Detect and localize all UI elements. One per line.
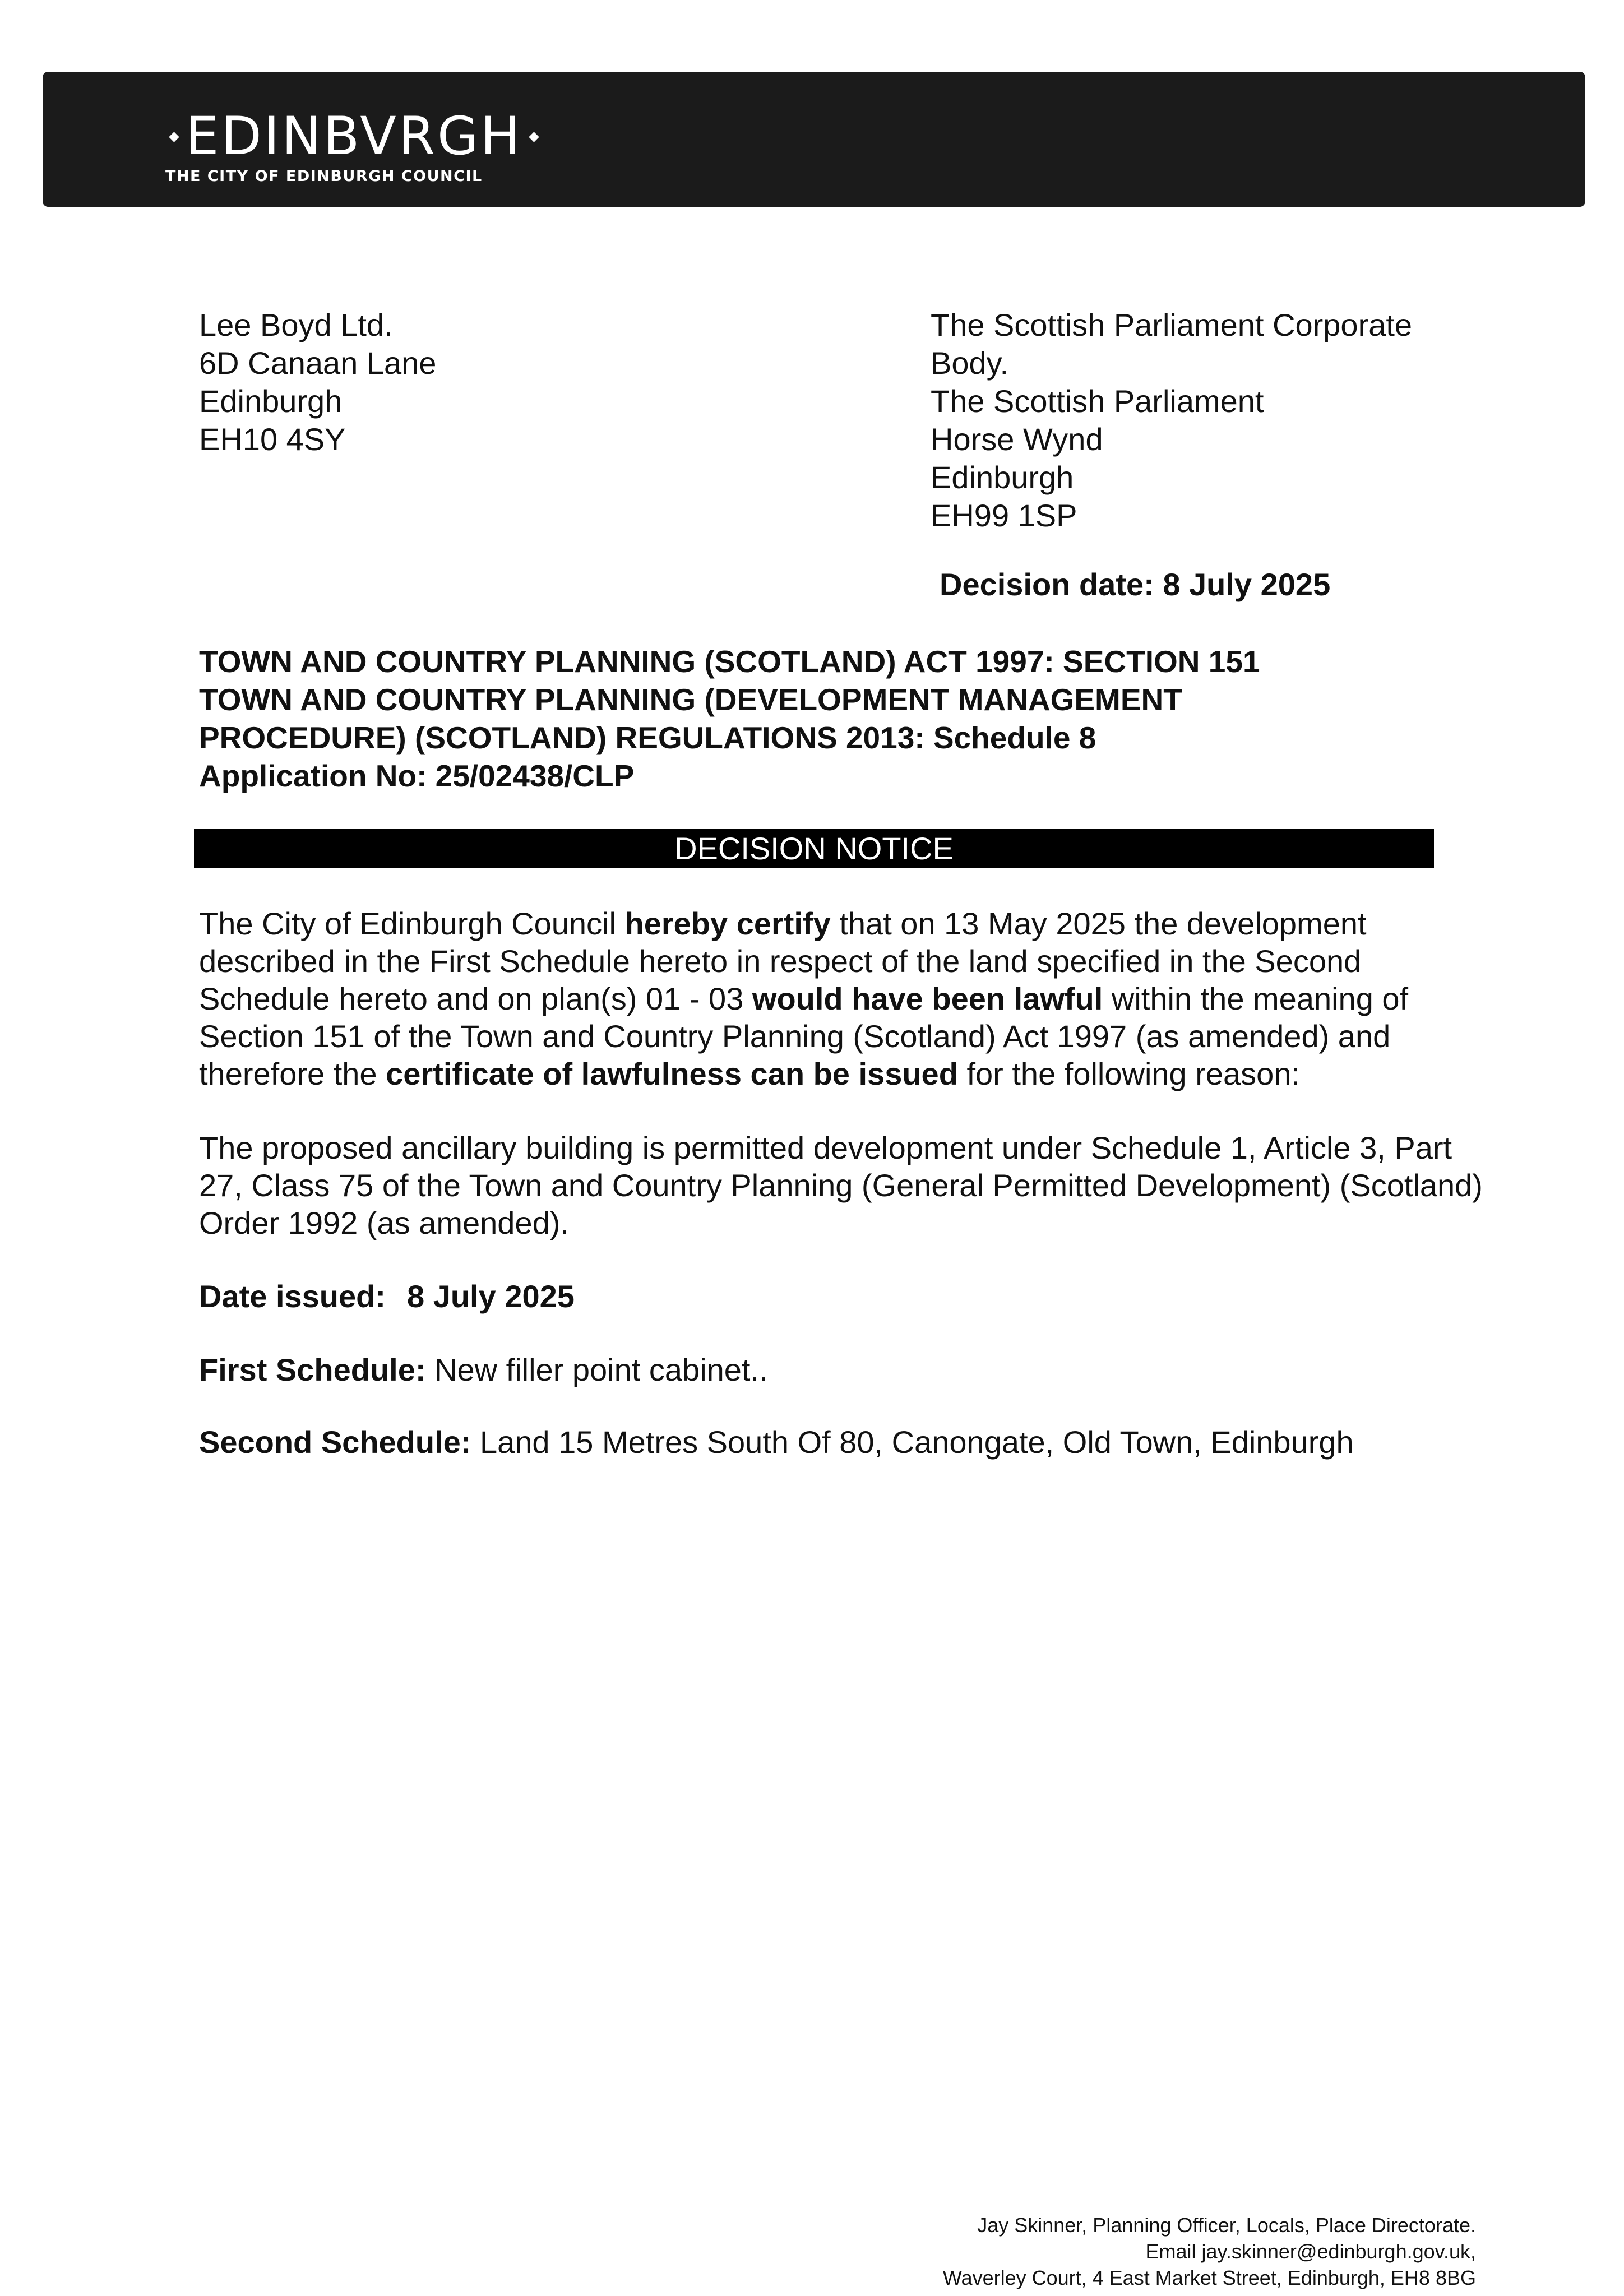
- address-line: Lee Boyd Ltd.: [199, 307, 393, 342]
- address-line: EH10 4SY: [199, 422, 346, 457]
- address-line: 6D Canaan Lane: [199, 345, 437, 381]
- logo-diamond-left-icon: [169, 132, 179, 142]
- date-issued-value: 8 July 2025: [407, 1279, 575, 1314]
- logo-subtitle: THE CITY OF EDINBURGH COUNCIL: [165, 168, 483, 185]
- logo-word: EDINBVRGH: [186, 106, 522, 167]
- address-line: Edinburgh: [931, 460, 1074, 495]
- decision-date: Decision date: 8 July 2025: [940, 567, 1331, 602]
- first-schedule: [199, 1351, 1488, 1388]
- reason-paragraph: The proposed ancillary building is permitted development under Schedule 1, Article 3, Part 27, Class 75 of the Town and Country Planning (General Permitted Development) (Scotland) Order 1992 (as amended).: [199, 1130, 1483, 1240]
- certificate-paragraph: [199, 905, 1488, 1093]
- certificate-text: within the meaning of Section 151 of the Town and Country Planning (Scotland) Act 1997 (as amended) and therefore the: [199, 981, 1409, 1091]
- footer-email: Email jay.skinner@edinburgh.gov.uk,: [1145, 2240, 1476, 2263]
- address-line: EH99 1SP: [931, 498, 1077, 533]
- first-schedule-value: New filler point cabinet..: [425, 1352, 768, 1387]
- certificate-text: for the following reason:: [957, 1056, 1301, 1091]
- date-issued: [199, 1277, 1488, 1315]
- address-line: Edinburgh: [199, 383, 343, 419]
- certificate-text: The City of Edinburgh Council: [199, 906, 625, 941]
- officer-contact-footer: [943, 2212, 1476, 2291]
- certificate-bold-text: certificate of lawfulness can be issued: [386, 1056, 958, 1091]
- address-line: The Scottish Parliament Corporate: [931, 307, 1413, 342]
- logo-diamond-right-icon: [529, 132, 539, 142]
- certificate-bold-text: hereby certify: [624, 906, 831, 941]
- footer-line: Jay Skinner, Planning Officer, Locals, Place Directorate.: [977, 2214, 1476, 2237]
- heading-line: TOWN AND COUNTRY PLANNING (SCOTLAND) ACT 1997: SECTION 151: [199, 644, 1260, 679]
- legislation-heading: [199, 642, 1488, 795]
- second-schedule-value: Land 15 Metres South Of 80, Canongate, Old Town, Edinburgh: [471, 1424, 1354, 1460]
- decision-notice-banner: DECISION NOTICE: [194, 829, 1434, 868]
- address-line: Horse Wynd: [931, 422, 1103, 457]
- council-logo: [163, 106, 545, 185]
- second-schedule-label: Second Schedule:: [199, 1424, 471, 1460]
- certificate-text: that on 13 May 2025 the development described in the First Schedule hereto in respect of the land specified in the Second Schedule hereto and on plan(s) 01 - 03: [199, 906, 1367, 1016]
- application-number: Application No: 25/02438/CLP: [199, 758, 635, 793]
- certificate-bold-text: would have been lawful: [752, 981, 1103, 1016]
- second-schedule: [199, 1423, 1488, 1461]
- footer-line: Waverley Court, 4 East Market Street, Edinburgh, EH8 8BG: [942, 2266, 1476, 2289]
- logo-wordmark: [163, 106, 545, 167]
- date-issued-label: Date issued:: [199, 1279, 386, 1314]
- address-line: Body.: [931, 345, 1009, 381]
- first-schedule-label: First Schedule:: [199, 1352, 426, 1387]
- recipient-address-right: [931, 306, 1519, 535]
- recipient-address-left: [199, 306, 436, 459]
- heading-line: TOWN AND COUNTRY PLANNING (DEVELOPMENT MANAGEMENT: [199, 682, 1182, 717]
- address-line: The Scottish Parliament: [931, 383, 1264, 419]
- heading-line: PROCEDURE) (SCOTLAND) REGULATIONS 2013: Schedule 8: [199, 720, 1096, 755]
